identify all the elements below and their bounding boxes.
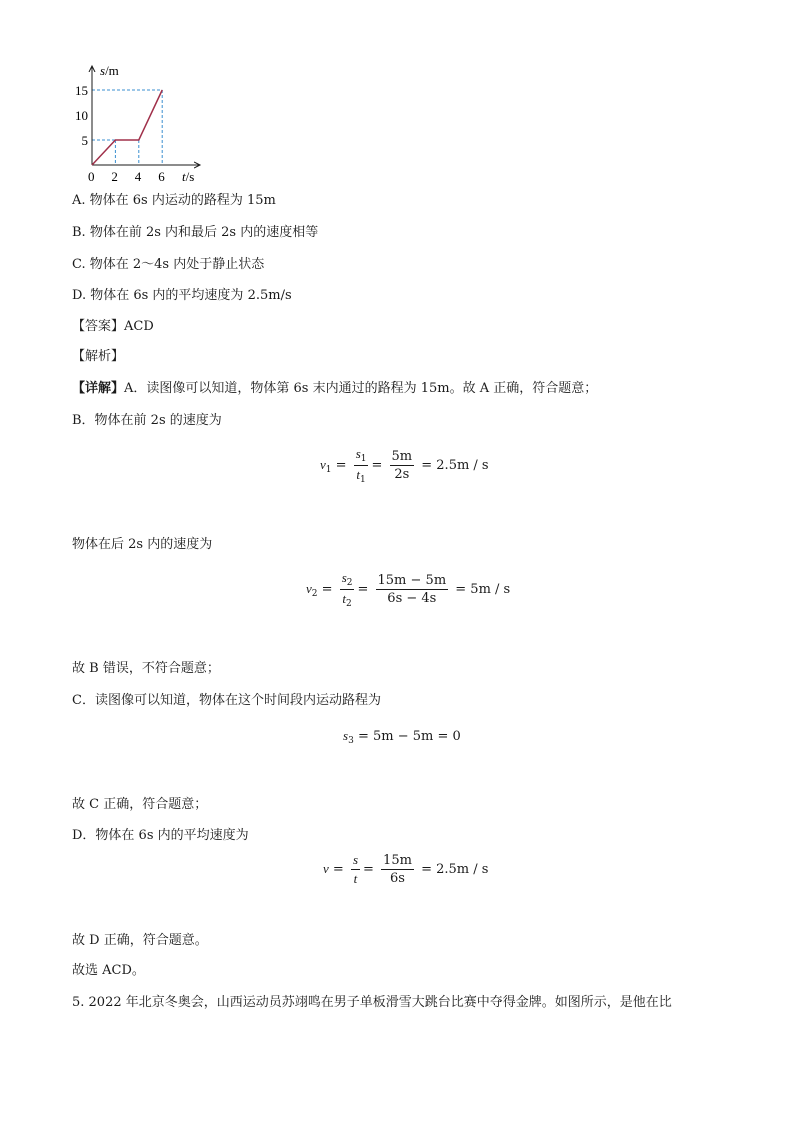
option-a: A. 物体在 6s 内运动的路程为 15m [72,193,276,208]
answer-label: 【答案】 [72,319,125,334]
answer-line [72,319,154,335]
s-t-graph [70,58,210,183]
y-tick-label: 5 [81,133,88,148]
analysis-label: 【解析】 [72,349,125,364]
detail-d-intro: D．物体在 6s 内的平均速度为 [72,828,249,843]
detail-a [72,381,597,397]
answer-value: ACD [124,319,154,334]
x-tick-label: 4 [134,169,142,183]
detail-b-intro: B．物体在前 2s 的速度为 [72,413,222,428]
series-line [92,90,162,165]
detail-c-conclusion: 故 C 正确，符合题意； [72,797,208,812]
detail-c-intro: C．读图像可以知道，物体在这个时间段内运动路程为 [72,693,381,708]
y-tick-label: 10 [75,108,88,123]
y-axis-label: s/m [100,63,119,78]
option-b: B. 物体在前 2s 内和最后 2s 内的速度相等 [72,225,319,240]
detail-d-conclusion: 故 D 正确，符合题意。 [72,933,208,948]
equation-v1: $v_1$ = $\frac{s_1}{t_1}$ = $\frac{5m}{2s}$ = 2.5m / s [320,446,489,485]
option-c: C. 物体在 2～4s 内处于静止状态 [72,257,265,272]
detail-b-mid: 物体在后 2s 内的速度为 [72,537,213,552]
detail-label: 【详解】 [72,381,125,396]
detail-a-text: A．读图像可以知道，物体第 6s 末内通过的路程为 15m。故 A 正确，符合题意； [124,381,598,396]
equation-v2: $v_2$ = $\frac{s_2}{t_2}$ = $\frac{15m - 5m}{6s - 4s}$ = 5m / s [306,570,511,609]
y-tick-label: 15 [75,83,88,98]
detail-b-conclusion: 故 B 错误，不符合题意； [72,661,220,676]
final-answer: 故选 ACD。 [72,963,145,978]
equation-s3: $s_3 = 5m - 5m = 0$ [343,728,461,746]
x-tick-label: 6 [158,169,165,183]
option-d: D. 物体在 6s 内的平均速度为 2.5m/s [72,288,292,303]
x-tick-label: 2 [111,169,118,183]
x-tick-label: 0 [88,169,95,183]
equation-v: v = $\frac{s}{t}$ = $\frac{15m}{6s}$ = 2.5m / s [323,852,489,886]
next-question: 5. 2022 年北京冬奥会，山西运动员苏翊鸣在男子单板滑雪大跳台比赛中夺得金牌。如图所示，是他在比 [72,995,672,1010]
x-axis-label: t/s [182,169,195,183]
